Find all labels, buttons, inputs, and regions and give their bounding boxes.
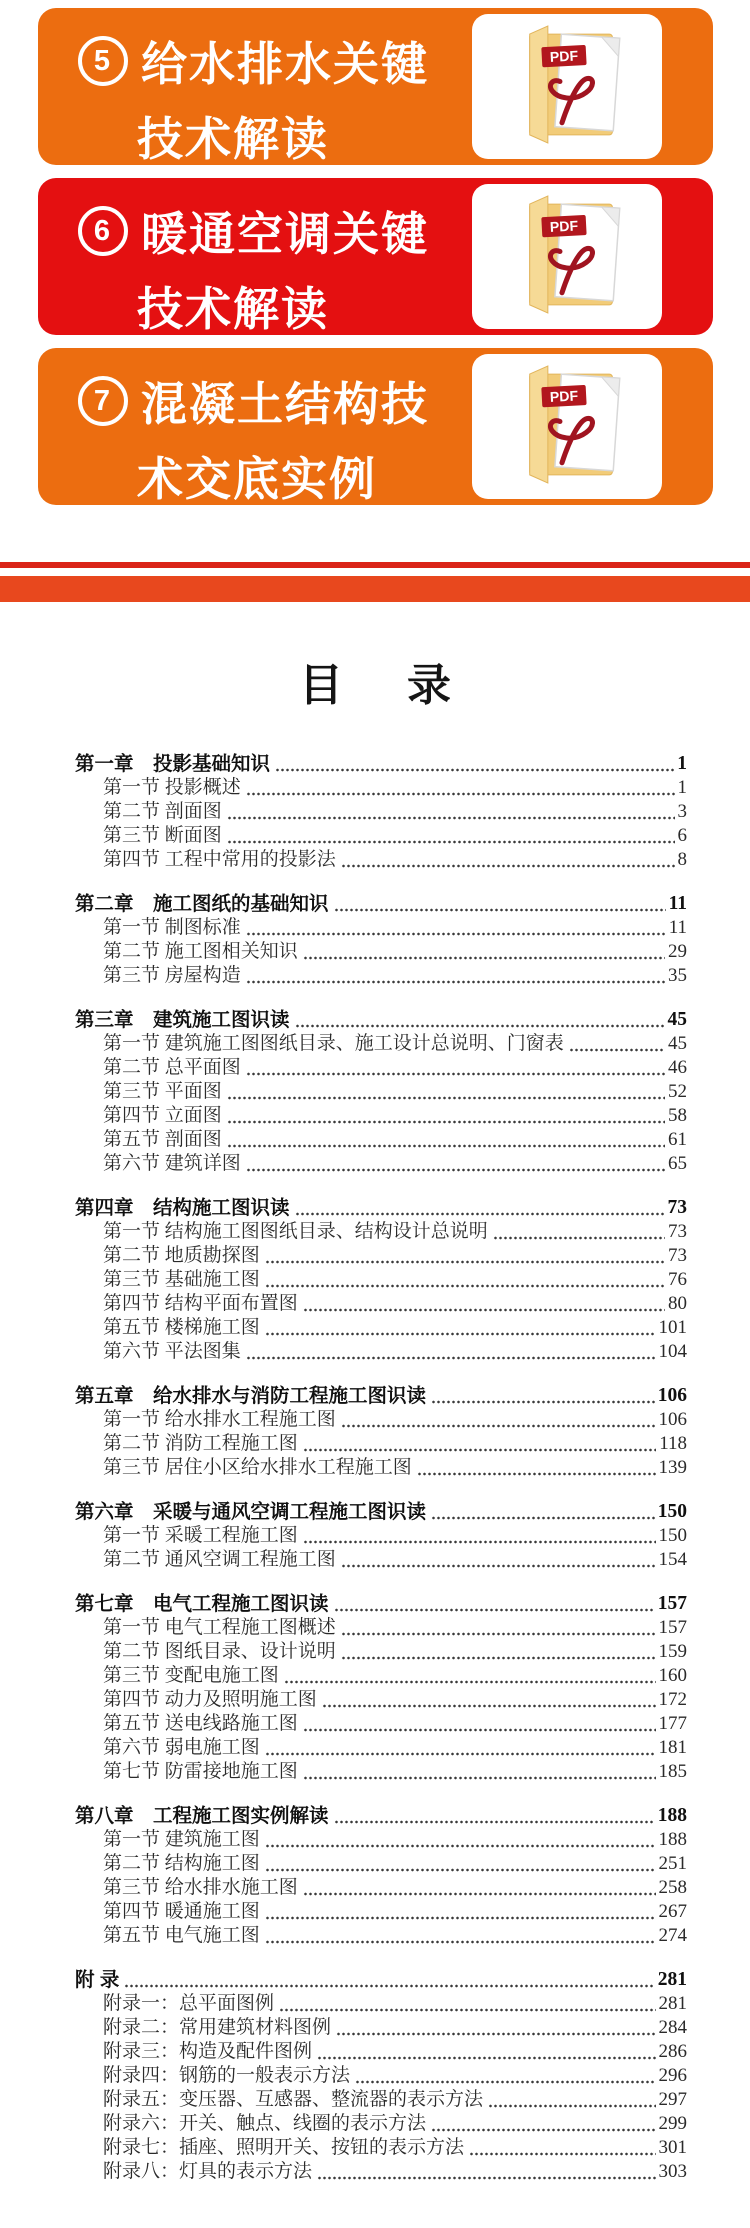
toc-entry-label: 第一节 建筑施工图图纸目录、施工设计总说明、门窗表 — [103, 1033, 564, 1054]
toc-title-char: 录 — [407, 661, 451, 710]
toc-entry-page: 45 — [668, 1033, 687, 1054]
toc-section-row — [75, 1828, 687, 1852]
banner-line2-text: 技术解读 — [137, 283, 329, 335]
toc-entry-label: 第五节 电气施工图 — [103, 1925, 260, 1946]
toc-entry-page: 154 — [658, 1549, 687, 1570]
toc-entry-page: 104 — [658, 1341, 687, 1362]
dot-leader — [246, 790, 675, 796]
toc-section-row — [75, 824, 687, 848]
toc-entry-page: 6 — [677, 825, 687, 846]
toc-section-row — [75, 1924, 687, 1948]
toc-section-row — [75, 1220, 687, 1244]
toc-section-row — [75, 2112, 687, 2136]
toc-section-row — [75, 1664, 687, 1688]
toc-section-row — [75, 2064, 687, 2088]
banner-line2-text: 术交底实例 — [137, 453, 377, 505]
toc-section-row — [75, 1524, 687, 1548]
toc-entry-page: 61 — [668, 1129, 687, 1150]
pdf-folder-icon — [491, 24, 643, 150]
dot-leader — [303, 1538, 656, 1544]
banner-line1-text: 给水排水关键 — [141, 38, 429, 90]
toc-entry-label: 第二节 剖面图 — [103, 801, 222, 822]
toc-entry-page: 58 — [668, 1105, 687, 1126]
toc-entry-page: 1 — [677, 777, 687, 798]
dot-leader — [317, 2054, 655, 2060]
toc-section-row — [75, 1268, 687, 1292]
toc-entry-label: 附录二：常用建筑材料图例 — [103, 2017, 332, 2038]
toc-entry-label: 第三节 变配电施工图 — [103, 1665, 279, 1686]
dot-leader — [227, 1118, 665, 1124]
toc-entry-page: 65 — [668, 1153, 687, 1174]
toc-entry-label: 第七节 防雷接地施工图 — [103, 1761, 298, 1782]
dot-leader — [488, 2102, 655, 2108]
toc-section-row — [75, 916, 687, 940]
toc-section-row — [75, 1408, 687, 1432]
dot-leader — [265, 1330, 656, 1336]
pdf-icon-panel — [472, 354, 662, 499]
toc-entry-page: 301 — [658, 2137, 687, 2158]
toc-entry-page: 106 — [658, 1409, 687, 1430]
dot-leader — [265, 1282, 665, 1288]
dot-leader — [246, 930, 666, 936]
toc-entry-label: 第三节 给水排水施工图 — [103, 1877, 298, 1898]
toc-entry-label: 附录五：变压器、互感器、整流器的表示方法 — [103, 2089, 484, 2110]
toc-entry-page: 160 — [658, 1665, 687, 1686]
toc-section-row — [75, 848, 687, 872]
toc-entry-page: 35 — [668, 965, 687, 986]
toc-section-row — [75, 1104, 687, 1128]
dot-leader — [431, 2126, 655, 2132]
toc-entry-page: 73 — [667, 1197, 687, 1218]
toc-entry-label: 第四节 结构平面布置图 — [103, 1293, 298, 1314]
toc-section-row — [75, 2016, 687, 2040]
dot-leader — [284, 1678, 656, 1684]
toc-entry-label: 第三节 基础施工图 — [103, 1269, 260, 1290]
dot-leader — [227, 1094, 665, 1100]
toc-entry-label: 第八章 工程施工图实例解读 — [75, 1805, 329, 1827]
dot-leader — [341, 1422, 656, 1428]
dot-leader — [303, 1774, 656, 1780]
toc-entry-label: 第一节 建筑施工图 — [103, 1829, 260, 1850]
toc-chapter-row — [75, 1384, 687, 1408]
pdf-icon-panel — [472, 14, 662, 159]
toc-section-row — [75, 1152, 687, 1176]
toc-section-row — [75, 1340, 687, 1364]
toc-entry-page: 172 — [658, 1689, 687, 1710]
toc-entry-label: 第二节 通风空调工程施工图 — [103, 1549, 336, 1570]
dot-leader — [334, 906, 666, 912]
toc-entry-label: 第二节 地质勘探图 — [103, 1245, 260, 1266]
dot-leader — [265, 1842, 656, 1848]
toc-section-row — [75, 1032, 687, 1056]
toc-entry-page: 45 — [667, 1009, 687, 1030]
dot-leader — [246, 1354, 656, 1360]
dot-leader — [246, 1166, 665, 1172]
pdf-folder-icon — [491, 364, 643, 490]
pdf-folder-icon — [491, 194, 643, 320]
toc-entry-label: 第四章 结构施工图识读 — [75, 1197, 290, 1219]
toc-entry-label: 第二节 总平面图 — [103, 1057, 241, 1078]
banner-line1-text: 暖通空调关键 — [141, 208, 429, 260]
dot-leader — [317, 2174, 655, 2180]
toc-entry-label: 第三节 房屋构造 — [103, 965, 241, 986]
toc-section-row — [75, 964, 687, 988]
toc-entry-page: 281 — [657, 1969, 687, 1990]
toc-entry-page: 157 — [658, 1617, 687, 1638]
dot-leader — [341, 1630, 656, 1636]
toc-section-row — [75, 1876, 687, 1900]
pdf-label: PDF — [549, 216, 579, 235]
circled-number: 6 — [78, 206, 128, 256]
toc-entry-page: 8 — [677, 849, 687, 870]
toc-entry-label: 附录一：总平面图例 — [103, 1993, 275, 2014]
banner-item-5[interactable] — [38, 8, 713, 165]
dot-leader — [303, 954, 665, 960]
banner-line1-text: 混凝土结构技 — [141, 378, 429, 430]
toc-section-row — [75, 1900, 687, 1924]
dot-leader — [265, 1258, 665, 1264]
toc-entry-page: 299 — [658, 2113, 687, 2134]
toc-entry-label: 附录四：钢筋的一般表示方法 — [103, 2065, 351, 2086]
toc-entry-page: 188 — [657, 1805, 687, 1826]
toc-entry-label: 第五章 给水排水与消防工程施工图识读 — [75, 1385, 427, 1407]
dot-leader — [322, 1702, 656, 1708]
toc-entry-label: 第五节 剖面图 — [103, 1129, 222, 1150]
circled-number: 5 — [78, 36, 128, 86]
dot-leader — [303, 1446, 656, 1452]
toc-entry-page: 296 — [658, 2065, 687, 2086]
banner-title — [78, 28, 429, 169]
toc-entry-label: 附录八：灯具的表示方法 — [103, 2161, 313, 2182]
toc-title-char: 目 — [299, 661, 343, 710]
toc-section-row — [75, 1432, 687, 1456]
dot-leader — [303, 1306, 665, 1312]
dot-leader — [275, 766, 674, 772]
toc-entry-label: 第六节 平法图集 — [103, 1341, 241, 1362]
toc-chapter-row — [75, 1196, 687, 1220]
dot-leader — [431, 1514, 655, 1520]
toc-entry-page: 159 — [658, 1641, 687, 1662]
red-divider — [0, 562, 750, 602]
toc-entry-page: 297 — [658, 2089, 687, 2110]
toc-section-row — [75, 1548, 687, 1572]
promo-banners — [0, 0, 750, 505]
dot-leader — [469, 2150, 655, 2156]
dot-leader — [265, 1914, 656, 1920]
toc-entry-label: 第五节 楼梯施工图 — [103, 1317, 260, 1338]
dot-leader — [336, 2030, 655, 2036]
toc-chapter-row — [75, 752, 687, 776]
toc-entry-page: 11 — [668, 917, 687, 938]
banner-line2-text: 技术解读 — [137, 113, 329, 165]
toc-entry-page: 157 — [657, 1593, 687, 1614]
dot-leader — [334, 1606, 655, 1612]
thick-red-band — [0, 576, 750, 602]
toc-entry-label: 第二章 施工图纸的基础知识 — [75, 893, 329, 915]
dot-leader — [279, 2006, 655, 2012]
toc-entry-page: 1 — [677, 753, 687, 774]
toc-entry-page: 29 — [668, 941, 687, 962]
toc-chapter-row — [75, 892, 687, 916]
dot-leader — [355, 2078, 655, 2084]
toc-section-row — [75, 1292, 687, 1316]
toc-entry-label: 附录七：插座、照明开关、按钮的表示方法 — [103, 2137, 465, 2158]
toc-entry-label: 附录三：构造及配件图例 — [103, 2041, 313, 2062]
dot-leader — [341, 1562, 656, 1568]
dot-leader — [246, 978, 665, 984]
toc-section-row — [75, 1640, 687, 1664]
toc-entry-page: 177 — [658, 1713, 687, 1734]
toc-entry-label: 第一节 投影概述 — [103, 777, 241, 798]
toc-entry-page: 73 — [668, 1221, 687, 1242]
toc-entry-page: 284 — [658, 2017, 687, 2038]
toc-entry-page: 181 — [658, 1737, 687, 1758]
dot-leader — [431, 1398, 655, 1404]
toc-entry-label: 第六节 建筑详图 — [103, 1153, 241, 1174]
toc-section-row — [75, 2136, 687, 2160]
toc-section-row — [75, 776, 687, 800]
toc-entry-page: 150 — [657, 1501, 687, 1522]
toc-section-row — [75, 2088, 687, 2112]
toc-entry-label: 第二节 图纸目录、设计说明 — [103, 1641, 336, 1662]
dot-leader — [334, 1818, 655, 1824]
toc-section-row — [75, 940, 687, 964]
dot-leader — [265, 1750, 656, 1756]
circled-number: 7 — [78, 376, 128, 426]
banner-title — [78, 198, 429, 339]
toc-section-row — [75, 1616, 687, 1640]
dot-leader — [227, 1142, 665, 1148]
toc-section-row — [75, 1688, 687, 1712]
toc-entry-label: 第二节 结构施工图 — [103, 1853, 260, 1874]
dot-leader — [246, 1070, 665, 1076]
toc-entry-label: 第三章 建筑施工图识读 — [75, 1009, 290, 1031]
toc-chapter-row — [75, 1008, 687, 1032]
dot-leader — [303, 1726, 656, 1732]
toc-entry-page: 76 — [668, 1269, 687, 1290]
banner-item-6[interactable] — [38, 178, 713, 335]
toc-section-row — [75, 1080, 687, 1104]
toc-entry-page: 274 — [658, 1925, 687, 1946]
toc-entry-page: 11 — [668, 893, 687, 914]
toc-entry-page: 52 — [668, 1081, 687, 1102]
toc-section-row — [75, 800, 687, 824]
toc-entry-label: 第七章 电气工程施工图识读 — [75, 1593, 329, 1615]
toc-entry-label: 第四节 工程中常用的投影法 — [103, 849, 336, 870]
dot-leader — [569, 1046, 665, 1052]
banner-title-line1 — [78, 198, 429, 264]
dot-leader — [227, 814, 675, 820]
toc-entry-label: 第三节 平面图 — [103, 1081, 222, 1102]
toc-section-row — [75, 1456, 687, 1480]
toc-section-row — [75, 1244, 687, 1268]
dot-leader — [124, 1982, 654, 1988]
toc-entry-label: 第三节 断面图 — [103, 825, 222, 846]
toc-entry-page: 118 — [659, 1433, 687, 1454]
toc-section-row — [75, 1852, 687, 1876]
banner-title-line1 — [78, 368, 429, 434]
toc-entry-page: 281 — [658, 1993, 687, 2014]
divider-gap — [0, 568, 750, 576]
toc-entry-page: 286 — [658, 2041, 687, 2062]
toc-entry-label: 附 录 — [75, 1969, 120, 1991]
toc-entry-label: 第五节 送电线路施工图 — [103, 1713, 298, 1734]
toc-entry-label: 第二节 施工图相关知识 — [103, 941, 298, 962]
dot-leader — [303, 1890, 656, 1896]
toc-entry-page: 80 — [668, 1293, 687, 1314]
toc-entry-label: 第四节 暖通施工图 — [103, 1901, 260, 1922]
toc-section-row — [75, 1128, 687, 1152]
dot-leader — [227, 838, 675, 844]
toc-chapter-row — [75, 1804, 687, 1828]
toc-entry-label: 第一章 投影基础知识 — [75, 753, 271, 775]
toc-section-row — [75, 2040, 687, 2064]
toc-chapter-row — [75, 1592, 687, 1616]
pdf-icon-panel — [472, 184, 662, 329]
toc-entry-page: 185 — [658, 1761, 687, 1782]
dot-leader — [341, 1654, 656, 1660]
toc-entry-label: 第四节 立面图 — [103, 1105, 222, 1126]
pdf-label: PDF — [549, 46, 579, 65]
toc-entry-page: 267 — [658, 1901, 687, 1922]
toc-entry-page: 150 — [658, 1525, 687, 1546]
banner-title — [78, 368, 429, 509]
toc-section-row — [75, 1736, 687, 1760]
dot-leader — [295, 1022, 665, 1028]
toc-entry-label: 第三节 居住小区给水排水工程施工图 — [103, 1457, 412, 1478]
toc-section-row — [75, 2160, 687, 2184]
toc-entry-page: 73 — [668, 1245, 687, 1266]
toc-title — [0, 660, 750, 712]
toc-entry-page: 46 — [668, 1057, 687, 1078]
toc-entry-page: 188 — [658, 1829, 687, 1850]
toc-entry-page: 106 — [657, 1385, 687, 1406]
dot-leader — [417, 1470, 656, 1476]
toc-entry-page: 258 — [658, 1877, 687, 1898]
toc-section-row — [75, 1056, 687, 1080]
dot-leader — [341, 862, 675, 868]
pdf-label: PDF — [549, 386, 579, 405]
toc-entry-page: 251 — [658, 1853, 687, 1874]
banner-title-line1 — [78, 28, 429, 94]
toc-section-row — [75, 1712, 687, 1736]
dot-leader — [493, 1234, 665, 1240]
toc-entry-label: 第六节 弱电施工图 — [103, 1737, 260, 1758]
toc-entry-label: 第二节 消防工程施工图 — [103, 1433, 298, 1454]
toc-entry-label: 第一节 制图标准 — [103, 917, 241, 938]
toc-list — [75, 752, 687, 2184]
dot-leader — [295, 1210, 665, 1216]
toc-entry-page: 101 — [658, 1317, 687, 1338]
toc-chapter-row — [75, 1968, 687, 1992]
toc-entry-page: 139 — [658, 1457, 687, 1478]
toc-entry-label: 第一节 电气工程施工图概述 — [103, 1617, 336, 1638]
toc-entry-label: 第一节 给水排水工程施工图 — [103, 1409, 336, 1430]
toc-section-row — [75, 1316, 687, 1340]
dot-leader — [265, 1938, 656, 1944]
toc-entry-label: 第一节 结构施工图图纸目录、结构设计总说明 — [103, 1221, 488, 1242]
toc-entry-page: 303 — [658, 2161, 687, 2182]
toc-entry-label: 第一节 采暖工程施工图 — [103, 1525, 298, 1546]
toc-section-row — [75, 1760, 687, 1784]
toc-section-row — [75, 1992, 687, 2016]
toc-entry-label: 第六章 采暖与通风空调工程施工图识读 — [75, 1501, 427, 1523]
dot-leader — [265, 1866, 656, 1872]
toc-chapter-row — [75, 1500, 687, 1524]
toc-entry-page: 3 — [677, 801, 687, 822]
toc-entry-label: 附录六：开关、触点、线圈的表示方法 — [103, 2113, 427, 2134]
toc-entry-label: 第四节 动力及照明施工图 — [103, 1689, 317, 1710]
banner-item-7[interactable] — [38, 348, 713, 505]
